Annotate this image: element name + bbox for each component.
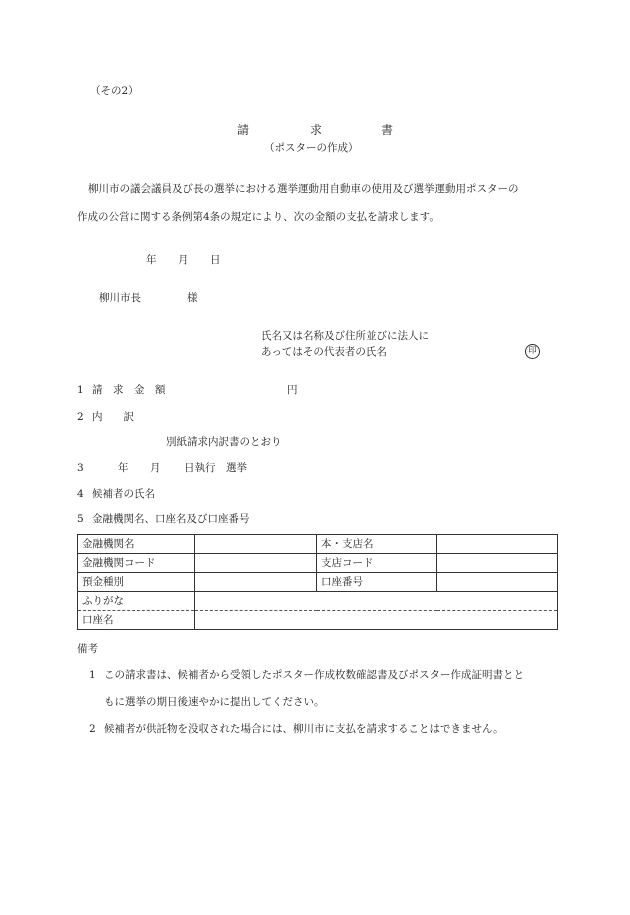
table-row <box>78 554 558 573</box>
note-1-line-1: この請求書は、候補者から受領したポスター作成枚数確認書及びポスター作成証明書とと <box>104 669 524 681</box>
note-1-line-2: もに選挙の期日後速やかに提出してください。 <box>104 696 325 708</box>
item-4-label: 候補者の氏名 <box>92 488 155 500</box>
item-3-month: 月 <box>150 462 161 474</box>
bank-account-table <box>77 534 558 630</box>
claimant-line-2: あってはその代表者の氏名 <box>261 346 387 358</box>
item-3-election: 日執行 選挙 <box>184 462 247 474</box>
furigana-label: ふりがな <box>78 592 195 611</box>
intro-line-1: 柳川市の議会議員及び長の選挙における選挙運動用自動車の使用及び選挙運動用ポスターの <box>88 183 519 195</box>
account-name-field[interactable] <box>195 611 558 630</box>
date-day: 日 <box>210 254 221 266</box>
addressee-honorific: 様 <box>187 292 198 304</box>
item-1-label: 請 求 金 額 <box>92 384 166 396</box>
branch-code-label: 支店コード <box>317 554 437 573</box>
institution-name-label: 金融機関名 <box>78 535 195 554</box>
note-2-number: 2 <box>89 723 96 735</box>
item-5-label: 金融機関名、口座名及び口座番号 <box>92 513 250 525</box>
item-4-number: 4 <box>77 488 84 500</box>
branch-code-field[interactable] <box>437 554 558 573</box>
claimant-line-1: 氏名又は名称及び住所並びに法人に <box>261 330 429 342</box>
account-name-label: 口座名 <box>78 611 195 630</box>
branch-name-field[interactable] <box>437 535 558 554</box>
institution-name-field[interactable] <box>195 535 317 554</box>
item-1-number: 1 <box>77 384 84 396</box>
account-number-label: 口座番号 <box>317 573 437 592</box>
addressee-name: 柳川市長 <box>99 292 141 304</box>
date-month: 月 <box>178 254 189 266</box>
table-row <box>78 611 558 630</box>
account-number-field[interactable] <box>437 573 558 592</box>
deposit-type-label: 預金種別 <box>78 573 195 592</box>
item-1-unit: 円 <box>287 384 298 396</box>
note-1-number: 1 <box>89 669 96 681</box>
furigana-field[interactable] <box>195 592 558 611</box>
item-5-number: 5 <box>77 513 84 525</box>
remarks-heading: 備考 <box>77 643 98 655</box>
title-char-3: 書 <box>381 123 394 137</box>
intro-line-2: 作成の公営に関する条例第4条の規定により、次の金額の支払を請求します。 <box>77 211 440 223</box>
branch-name-label: 本・支店名 <box>317 535 437 554</box>
form-number: （その2） <box>90 85 139 97</box>
seal-mark: 印 <box>525 344 540 359</box>
institution-code-label: 金融機関コード <box>78 554 195 573</box>
note-2-text: 候補者が供託物を没収された場合には、柳川市に支払を請求することはできません。 <box>104 723 504 735</box>
institution-code-field[interactable] <box>195 554 317 573</box>
title-char-2: 求 <box>310 123 323 137</box>
item-2-number: 2 <box>77 411 84 423</box>
item-3-year: 年 <box>118 462 129 474</box>
subtitle: （ポスターの作成） <box>264 142 359 154</box>
item-3-number: 3 <box>77 462 84 474</box>
item-2-label: 内 訳 <box>92 411 134 423</box>
table-row <box>78 535 558 554</box>
date-year: 年 <box>146 254 157 266</box>
title-char-1: 請 <box>237 123 250 137</box>
table-row <box>78 592 558 611</box>
item-2-detail: 別紙請求内訳書のとおり <box>166 436 282 448</box>
deposit-type-field[interactable] <box>195 573 317 592</box>
table-row <box>78 573 558 592</box>
